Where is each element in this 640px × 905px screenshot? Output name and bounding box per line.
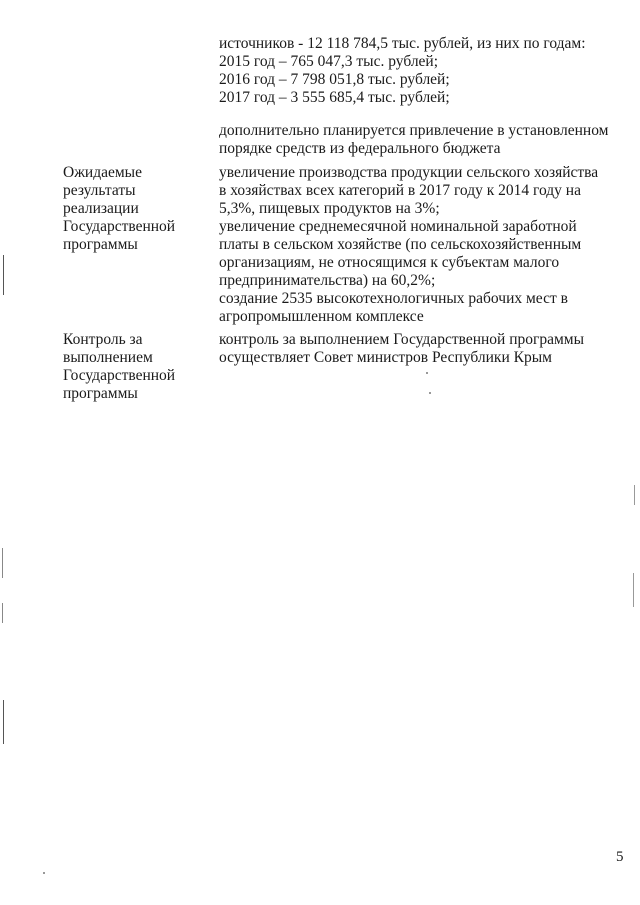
scan-mark — [3, 255, 4, 295]
expected-results-text: 5,3%, пищевых продуктов на 3%; — [219, 200, 440, 217]
control-label: Контроль за — [63, 331, 143, 348]
control-label: Государственной — [63, 367, 176, 384]
scan-mark — [429, 392, 431, 394]
scan-mark — [426, 372, 428, 374]
control-label: программы — [63, 385, 138, 402]
expected-results-label: программы — [63, 236, 138, 253]
expected-results-text: создание 2535 высокотехнологичных рабочих мест в — [219, 290, 568, 307]
financing-year-2015: 2015 год – 765 047,3 тыс. рублей; — [219, 53, 439, 70]
expected-results-text: агропромышленном комплексе — [219, 308, 424, 325]
scan-mark — [2, 548, 3, 578]
scan-mark — [634, 485, 635, 505]
financing-year-2017: 2017 год – 3 555 685,4 тыс. рублей; — [219, 89, 450, 106]
scan-mark — [43, 872, 45, 874]
financing-total: источников - 12 118 784,5 тыс. рублей, из них по годам: — [219, 35, 586, 52]
expected-results-text: платы в сельском хозяйстве (по сельскохозяйственным — [219, 236, 582, 253]
expected-results-label: реализации — [63, 200, 139, 217]
scan-mark — [3, 700, 4, 744]
expected-results-text: увеличение среднемесячной номинальной заработной — [219, 218, 577, 235]
federal-note-line: порядке средств из федерального бюджета — [219, 140, 501, 157]
control-text: контроль за выполнением Государственной программы — [219, 331, 585, 348]
control-text: осуществляет Совет министров Республики Крым — [219, 349, 552, 366]
federal-note-line: дополнительно планируется привлечение в установленном — [219, 122, 609, 139]
page-number: 5 — [616, 849, 624, 865]
expected-results-label: Ожидаемые — [63, 164, 142, 181]
expected-results-text: предпринимательства) на 60,2%; — [219, 272, 436, 289]
expected-results-text: организациям, не относящимся к субъектам малого — [219, 254, 560, 271]
scan-mark — [2, 603, 3, 623]
control-label: выполнением — [63, 349, 153, 366]
financing-year-2016: 2016 год – 7 798 051,8 тыс. рублей; — [219, 71, 450, 88]
scan-mark — [633, 573, 634, 607]
expected-results-label: результаты — [63, 182, 136, 199]
expected-results-text: в хозяйствах всех категорий в 2017 году к 2014 году на — [219, 182, 581, 199]
expected-results-text: увеличение производства продукции сельского хозяйства — [219, 164, 599, 181]
expected-results-label: Государственной — [63, 218, 176, 235]
